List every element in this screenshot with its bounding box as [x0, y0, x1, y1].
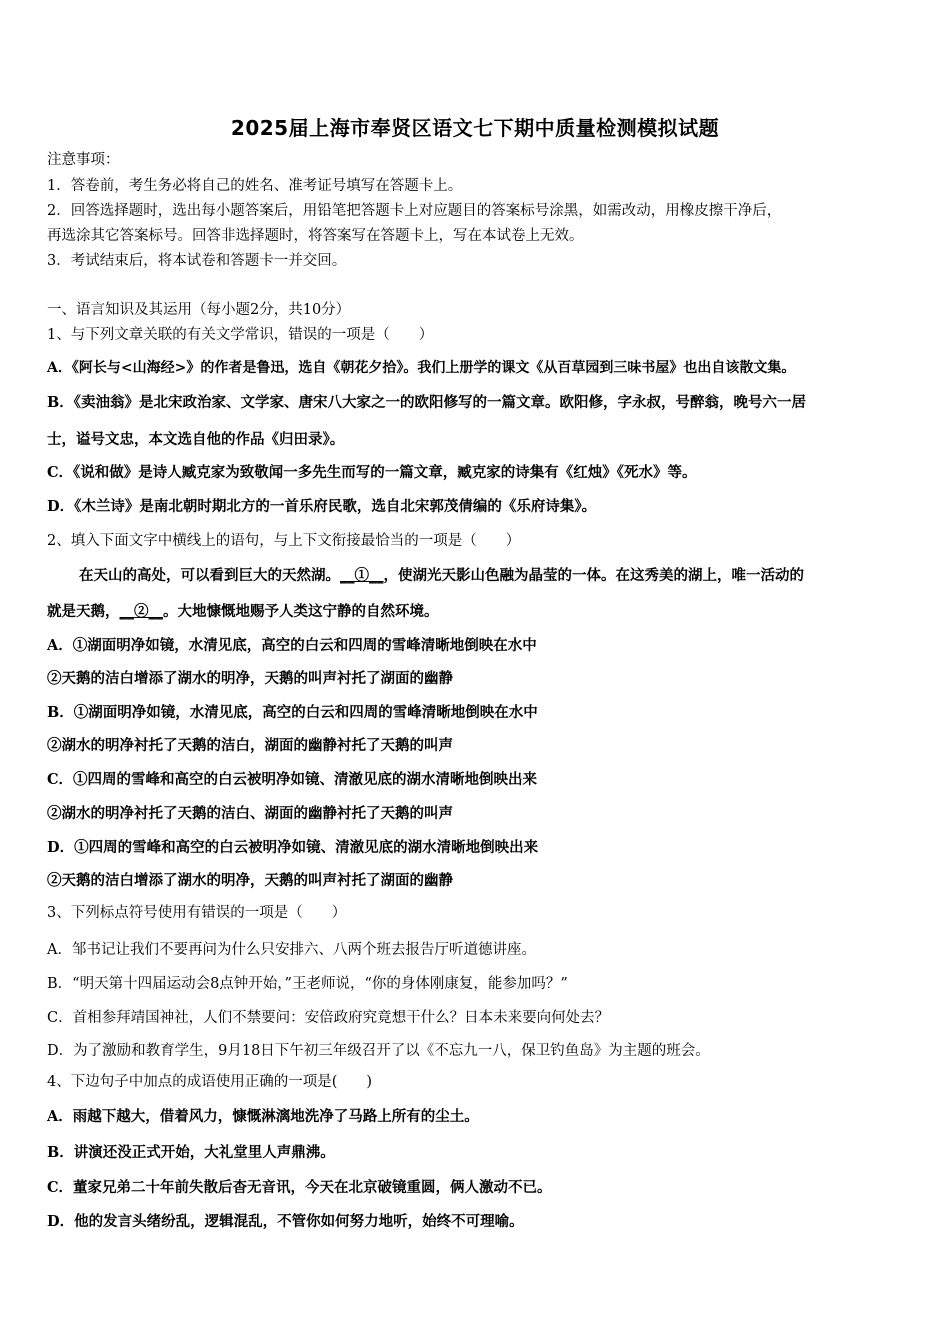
q2-blank-1: __①__ [340, 567, 384, 584]
notice-heading: 注意事项： [47, 152, 120, 168]
question-1-stem: 1、与下列文章关联的有关文学常识，错误的一项是（ ） [47, 327, 434, 343]
notice-item: 3．考试结束后，将本试卷和答题卡一并交回。 [47, 253, 347, 269]
q2-option-c-cont: ②湖水的明净衬托了天鹅的洁白、湖面的幽静衬托了天鹅的叫声 [47, 805, 453, 822]
q3-option-c: C．首相参拜靖国神社，人们不禁要问：安倍政府究竟想干什么？日本未来要向何处去？ [47, 1010, 610, 1026]
q2-passage-text: 就是天鹅， [47, 603, 120, 620]
q4-option-a: A．雨越下越大，借着风力，慷慨淋漓地洗净了马路上所有的尘土。 [47, 1108, 479, 1125]
q2-option-d: D．①四周的雪峰和高空的白云被明净如镜、清澈见底的湖水清晰地倒映出来 [47, 839, 539, 856]
q2-option-a: A．①湖面明净如镜，水清见底，高空的白云和四周的雪峰清晰地倒映在水中 [47, 637, 537, 654]
question-4-stem: 4、下边句子中加点的成语使用正确的一项是( ) [47, 1074, 373, 1090]
q2-blank-2: __②__ [119, 603, 163, 620]
q4-option-d: D．他的发言头绪纷乱，逻辑混乱，不管你如何努力地听，始终不可理喻。 [47, 1213, 524, 1230]
notice-item: 2．回答选择题时，选出每小题答案后，用铅笔把答题卡上对应题目的答案标号涂黑，如需改动，用橡皮擦干净后， [47, 203, 782, 219]
q4-option-b: B．讲演还没正式开始，大礼堂里人声鼎沸。 [47, 1144, 335, 1161]
q2-passage-text: 。大地慷慨地赐予人类这宁静的自然环境。 [163, 603, 439, 620]
section-heading: 一、语言知识及其运用（每小题2分，共10分） [47, 302, 351, 318]
question-3-stem: 3、下列标点符号使用有错误的一项是（ ） [47, 905, 347, 921]
q2-option-a-cont: ②天鹅的洁白增添了湖水的明净，天鹅的叫声衬托了湖面的幽静 [47, 670, 453, 687]
q1-option-b-cont: 士，谥号文忠，本文选自他的作品《归田录》。 [47, 431, 345, 448]
q2-option-b: B．①湖面明净如镜，水清见底，高空的白云和四周的雪峰清晰地倒映在水中 [47, 704, 538, 721]
q2-passage-line-1 [79, 566, 804, 586]
q3-option-a: A．邹书记让我们不要再问为什么只安排六、八两个班去报告厅听道德讲座。 [47, 942, 536, 958]
q3-option-b: B．“明天第十四届运动会8点钟开始，”王老师说，“你的身体刚康复，能参加吗？” [47, 976, 568, 992]
q4-option-c: C．董家兄弟二十年前失散后杳无音讯，今天在北京破镜重圆，俩人激动不已。 [47, 1179, 552, 1196]
q2-passage-line-2 [47, 602, 439, 622]
question-2-stem: 2、填入下面文字中横线上的语句，与上下文衔接最恰当的一项是（ ） [47, 533, 521, 549]
q2-option-c: C．①四周的雪峰和高空的白云被明净如镜、清澈见底的湖水清晰地倒映出来 [47, 771, 538, 788]
q2-option-b-cont: ②湖水的明净衬托了天鹅的洁白，湖面的幽静衬托了天鹅的叫声 [47, 737, 453, 754]
q2-passage-text: 在天山的高处，可以看到巨大的天然湖。 [79, 567, 340, 584]
q1-option-c: C．《说和做》是诗人臧克家为致敬闻一多先生而写的一篇文章，臧克家的诗集有《红烛》《死水》等。 [47, 464, 697, 481]
page-title: 2025届上海市奉贤区语文七下期中质量检测模拟试题 [230, 116, 720, 140]
q2-option-d-cont: ②天鹅的洁白增添了湖水的明净，天鹅的叫声衬托了湖面的幽静 [47, 872, 453, 889]
q1-option-b: B．《卖油翁》是北宋政治家、文学家、唐宋八大家之一的欧阳修写的一篇文章。欧阳修，字永叔，号醉翁，晚号六一居 [47, 394, 807, 411]
q1-option-a: A．《阿长与<山海经>》的作者是鲁迅，选自《朝花夕拾》。我们上册学的课文《从百草园到三味书屋》也出自该散文集。 [47, 360, 796, 376]
notice-item: 1．答卷前，考生务必将自己的姓名、准考证号填写在答题卡上。 [47, 178, 463, 194]
q1-option-d: D．《木兰诗》是南北朝时期北方的一首乐府民歌，选自北宋郭茂倩编的《乐府诗集》。 [47, 498, 597, 515]
notice-item: 再选涂其它答案标号。回答非选择题时，将答案写在答题卡上，写在本试卷上无效。 [47, 228, 584, 244]
q2-passage-text: ，使湖光天影山色融为晶莹的一体。在这秀美的湖上，唯一活动的 [383, 567, 804, 584]
q3-option-d: D．为了激励和教育学生，9月18日下午初三年级召开了以《不忘九一八，保卫钓鱼岛》为主题的班会。 [47, 1043, 710, 1059]
